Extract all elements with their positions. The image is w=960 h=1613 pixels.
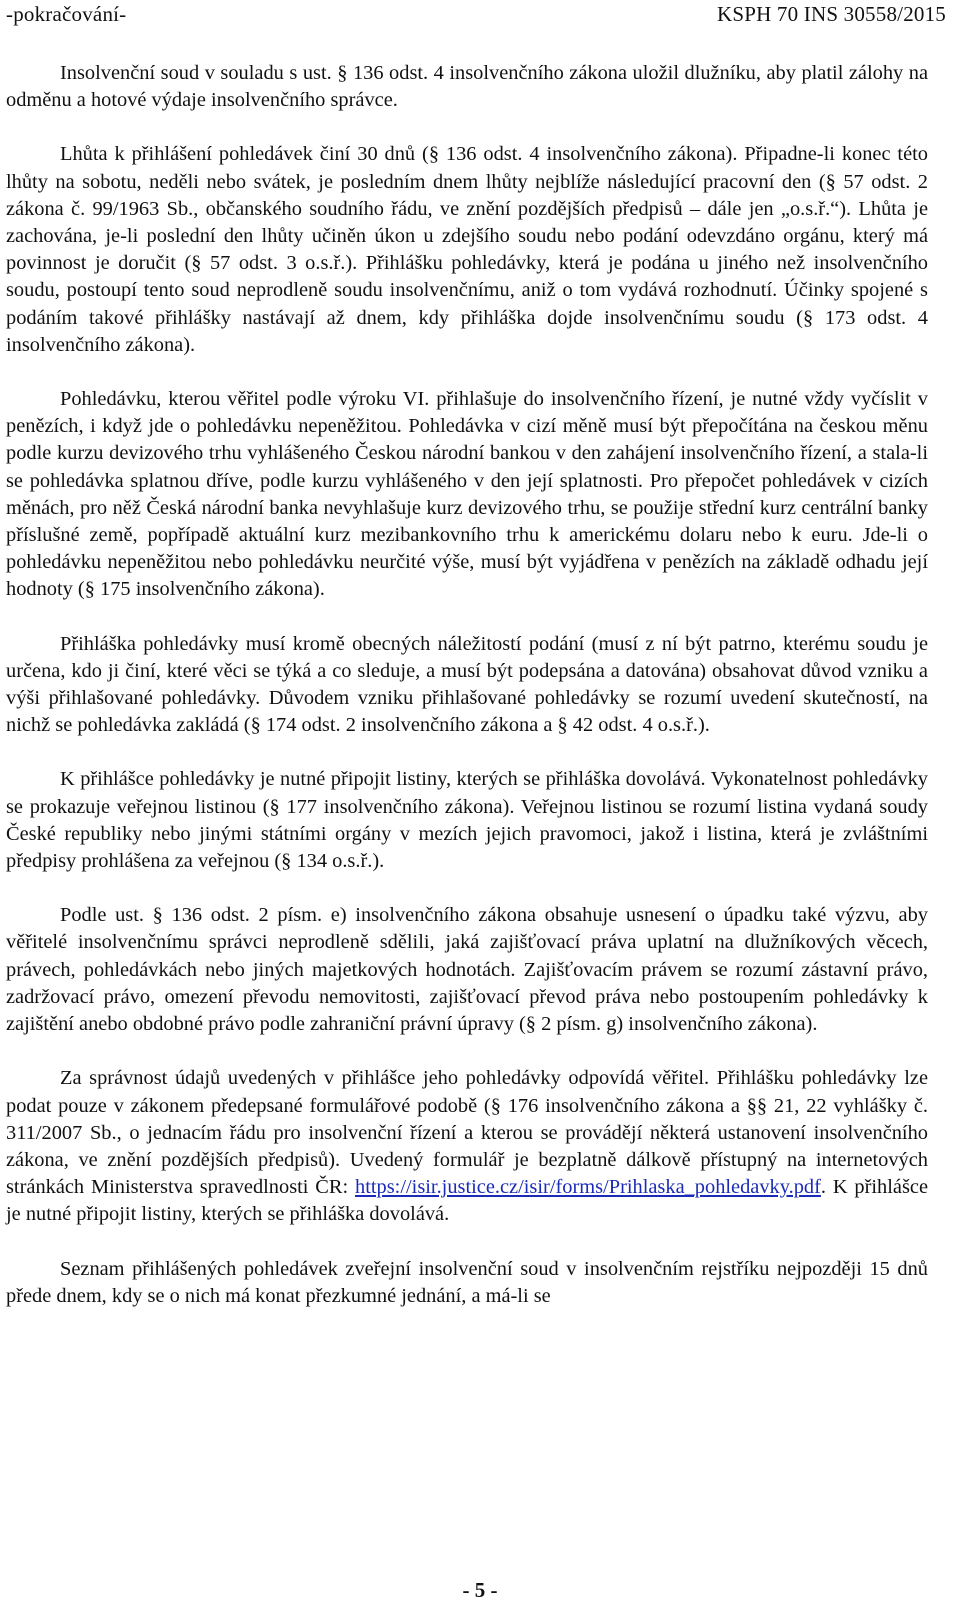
claim-form-link[interactable]: https://isir.justice.cz/isir/forms/Prihlaska_pohledavky.pdf xyxy=(355,1176,821,1199)
paragraph-claim-currency: Pohledávku, kterou věřitel podle výroku VI. přihlašuje do insolvenčního řízení, je nutné vždy vyčíslit v penězích, i když jde o pohledávku nepeněžitou. Pohledávka v cizí měně musí být přepočítána na českou měnu podle kurzu devizového trhu vyhlášeného Českou národní bankou v den zahájení insolvenčního řízení, a stala-li se pohledávka splatnou dříve, podle kurzu vyhlášeného v den její splatnosti. Pro přepočet pohledávek v cizích měnách, pro něž Česká národní banka nevyhlašuje kurz devizového trhu, se použije střední kurz centrální banky příslušné země, popřípadě aktuální kurz mezibankovního trhu k americkému dolaru nebo k euru. Jde-li o pohledávku nepeněžitou nebo pohledávku neurčité výše, musí být vyjádřena v penězích na základě odhadu její hodnoty (§ 175 insolvenčního zákona). xyxy=(6,388,928,601)
paragraph-attachments: K přihlášce pohledávky je nutné připojit listiny, kterých se přihláška dovolává. Vykonatelnost pohledávky se prokazuje veřejnou listinou (§ 177 insolvenčního zákona). Veřejnou listinou se rozumí listina vydaná soudy České republiky nebo jinými státními orgány v mezích jejich pravomoci, jakož i listina, která je zvláštními předpisy prohlášena za veřejnou (§ 134 o.s.ř.). xyxy=(6,768,928,873)
paragraph-claims-list: Seznam přihlášených pohledávek zveřejní insolvenční soud v insolvenčním rejstříku nejpozději 15 dnů přede dnem, kdy se o nich má konat přezkumné jednání, a má-li se xyxy=(6,1257,928,1307)
paragraph-claim-form xyxy=(6,1065,928,1228)
paragraph-security-rights: Podle ust. § 136 odst. 2 písm. e) insolvenčního zákona obsahuje usnesení o úpadku také výzvu, aby věřitelé insolvenčnímu správci neprodleně sdělili, jaká zajišťovací práva uplatní na dlužníkových věcech, právech, pohledávkách nebo jiných majetkových hodnotách. Zajišťovacím právem se rozumí zástavní právo, zadržovací právo, omezení převodu nemovitosti, zajišťovací převod práva nebo postoupením pohledávky k zajištění anebo obdobné právo podle zahraniční právní úpravy (§ 2 písm. g) insolvenčního zákona). xyxy=(6,904,928,1036)
document-body xyxy=(6,60,928,1310)
claim-form-text-before: Za správnost údajů uvedených v přihlášce jeho pohledávky odpovídá věřitel. Přihlášku pohledávky lze podat pouze v zákonem předepsané formulářové podobě (§ 176 insolvenčního zákona a §§ 21, 22 vyhlášky č. 311/2007 Sb., o jednacím řádu pro insolvenční řízení a kterou se provádějí některá ustanovení insolvenčního zákona, ve znění pozdějších předpisů). Uvedený formulář je bezplatně dálkově přístupný na internetových stránkách Ministerstva spravedlnosti ČR: xyxy=(6,1067,928,1199)
header-case-number: KSPH 70 INS 30558/2015 xyxy=(716,2,946,26)
page-number: - 5 - xyxy=(462,1578,498,1602)
paragraph-claim-requirements: Přihláška pohledávky musí kromě obecných náležitostí podání (musí z ní být patrno, kterému soudu je určena, kdo ji činí, které věci se týká a co sleduje, a musí být podepsána a datována) obsahovat důvod vzniku a výši přihlašované pohledávky. Důvodem vzniku přihlašované pohledávky se rozumí uvedení skutečností, na nichž se pohledávka zakládá (§ 174 odst. 2 insolvenčního zákona a § 42 odst. 4 o.s.ř.). xyxy=(6,632,928,737)
paragraph-advance-payments: Insolvenční soud v souladu s ust. § 136 odst. 4 insolvenčního zákona uložil dlužníku, aby platil zálohy na odměnu a hotové výdaje insolvenčního správce. xyxy=(6,62,928,112)
paragraph-claim-deadline: Lhůta k přihlášení pohledávek činí 30 dnů (§ 136 odst. 4 insolvenčního zákona). Připadne-li konec této lhůty na sobotu, neděli nebo svátek, je posledním dnem lhůty nejblíže následující pracovní den (§ 57 odst. 2 zákona č. 99/1963 Sb., občanského soudního řádu, ve znění pozdějších předpisů – dále jen „o.s.ř.“). Lhůta je zachována, je-li poslední den lhůty učiněn úkon u zdejšího soudu nebo podání odevzdáno orgánu, který má povinnost je doručit (§ 57 odst. 3 o.s.ř.). Přihlášku pohledávky, která je podána u jiného než insolvenčního soudu, postoupí tento soud neprodleně soudu insolvenčnímu, aniž o tom vydává rozhodnutí. Účinky spojené s podáním takové přihlášky nastávají až dnem, kdy přihláška dojde insolvenčnímu soudu (§ 173 odst. 4 insolvenčního zákona). xyxy=(6,143,928,356)
header-continuation: -pokračování- xyxy=(6,2,127,26)
claim-form-text-after: . K přihlášce je nutné připojit listiny, kterých se přihláška dovolává. xyxy=(6,1176,928,1226)
